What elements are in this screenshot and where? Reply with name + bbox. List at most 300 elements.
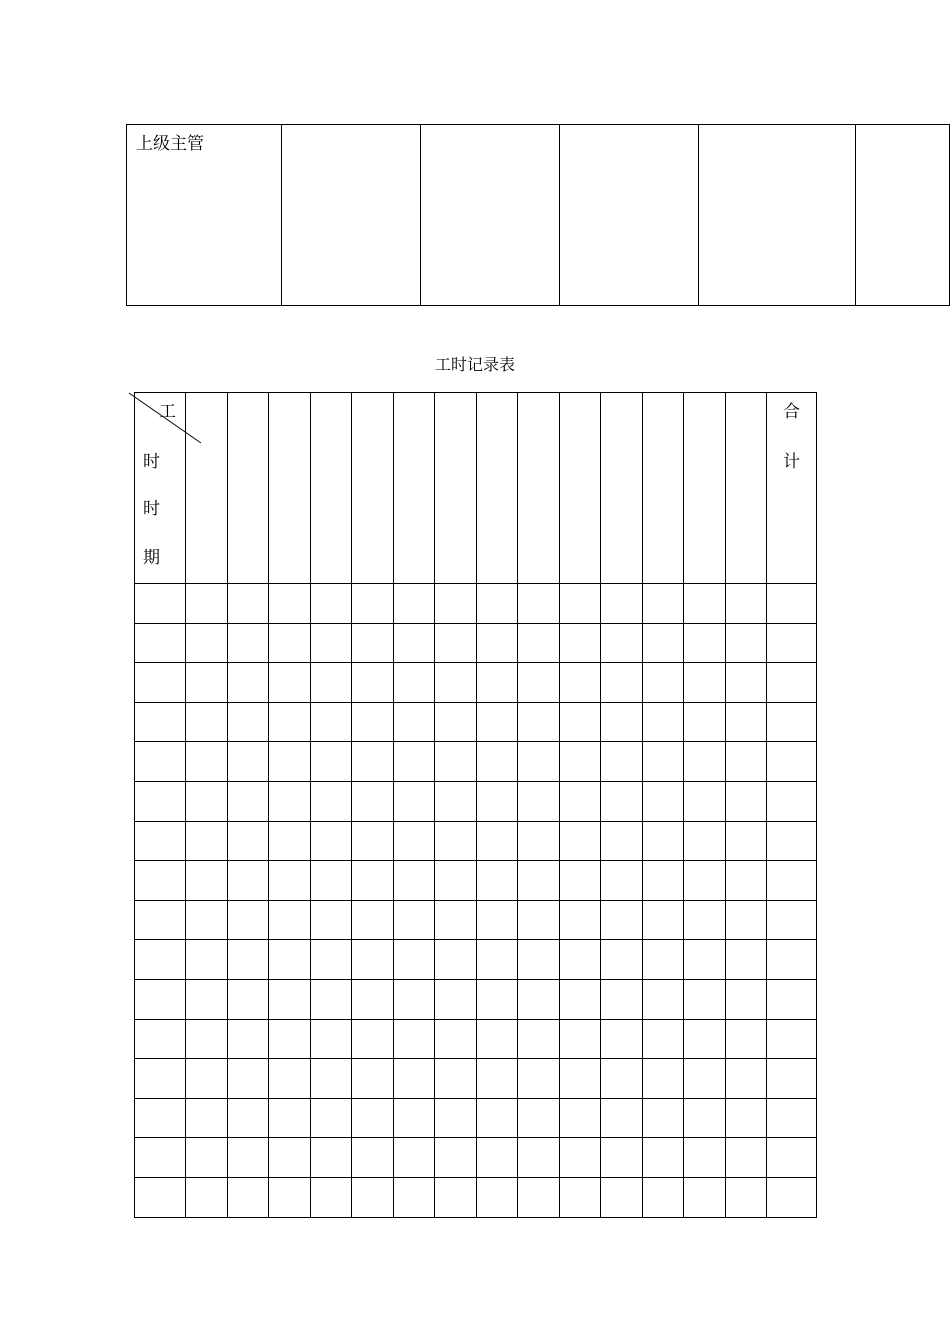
hours-cell[interactable] <box>601 821 643 861</box>
hours-cell[interactable] <box>435 1098 477 1138</box>
hours-cell[interactable] <box>476 1019 518 1059</box>
hours-cell[interactable] <box>186 940 228 980</box>
hours-cell[interactable] <box>518 900 560 940</box>
hours-cell[interactable] <box>725 979 767 1019</box>
row-total-cell[interactable] <box>767 742 817 782</box>
hours-cell[interactable] <box>684 1059 726 1099</box>
hours-cell[interactable] <box>725 1098 767 1138</box>
period-cell[interactable] <box>135 821 186 861</box>
hours-cell[interactable] <box>269 900 311 940</box>
hours-cell[interactable] <box>559 1019 601 1059</box>
hours-cell[interactable] <box>476 781 518 821</box>
hours-cell[interactable] <box>186 1019 228 1059</box>
hours-cell[interactable] <box>227 979 269 1019</box>
period-cell[interactable] <box>135 979 186 1019</box>
hours-cell[interactable] <box>559 702 601 742</box>
row-total-cell[interactable] <box>767 1098 817 1138</box>
hours-cell[interactable] <box>601 1138 643 1178</box>
hours-cell[interactable] <box>352 1098 394 1138</box>
supervisor-label-cell <box>127 125 282 306</box>
hours-cell[interactable] <box>269 821 311 861</box>
hours-cell[interactable] <box>518 702 560 742</box>
hours-cell[interactable] <box>684 584 726 624</box>
hours-cell[interactable] <box>393 821 435 861</box>
hours-cell[interactable] <box>518 584 560 624</box>
hours-cell[interactable] <box>227 900 269 940</box>
hours-cell[interactable] <box>642 1138 684 1178</box>
hours-cell[interactable] <box>559 1098 601 1138</box>
hours-cell[interactable] <box>725 1019 767 1059</box>
hours-cell[interactable] <box>435 1059 477 1099</box>
period-cell[interactable] <box>135 742 186 782</box>
hours-cell[interactable] <box>518 1059 560 1099</box>
column-header-cell[interactable] <box>310 393 352 584</box>
hours-cell[interactable] <box>352 979 394 1019</box>
hours-cell[interactable] <box>476 702 518 742</box>
hours-cell[interactable] <box>725 861 767 901</box>
hours-cell[interactable] <box>227 702 269 742</box>
hours-cell[interactable] <box>435 663 477 703</box>
hours-cell[interactable] <box>642 861 684 901</box>
hours-cell[interactable] <box>725 663 767 703</box>
column-header-cell[interactable] <box>559 393 601 584</box>
hours-cell[interactable] <box>684 900 726 940</box>
hours-cell[interactable] <box>518 742 560 782</box>
hours-cell[interactable] <box>186 1059 228 1099</box>
hours-cell[interactable] <box>310 900 352 940</box>
timesheet-row <box>135 1059 817 1099</box>
timesheet-row <box>135 1138 817 1178</box>
supervisor-empty-cell[interactable] <box>282 125 421 306</box>
hours-cell[interactable] <box>227 742 269 782</box>
hours-cell[interactable] <box>310 1019 352 1059</box>
hours-cell[interactable] <box>601 1177 643 1217</box>
timesheet-row <box>135 702 817 742</box>
hours-cell[interactable] <box>352 1177 394 1217</box>
hours-cell[interactable] <box>186 781 228 821</box>
hours-cell[interactable] <box>269 1138 311 1178</box>
hours-cell[interactable] <box>642 821 684 861</box>
hours-cell[interactable] <box>559 979 601 1019</box>
row-total-cell[interactable] <box>767 821 817 861</box>
hours-cell[interactable] <box>186 623 228 663</box>
hours-cell[interactable] <box>725 821 767 861</box>
hours-cell[interactable] <box>725 940 767 980</box>
hours-cell[interactable] <box>435 1138 477 1178</box>
hours-cell[interactable] <box>393 623 435 663</box>
hours-cell[interactable] <box>642 742 684 782</box>
hours-cell[interactable] <box>476 742 518 782</box>
hours-cell[interactable] <box>518 979 560 1019</box>
hours-cell[interactable] <box>393 1177 435 1217</box>
supervisor-empty-cell[interactable] <box>560 125 699 306</box>
hours-cell[interactable] <box>269 1059 311 1099</box>
hours-cell[interactable] <box>684 623 726 663</box>
hours-cell[interactable] <box>601 781 643 821</box>
hours-cell[interactable] <box>269 979 311 1019</box>
hours-cell[interactable] <box>601 940 643 980</box>
hours-cell[interactable] <box>352 781 394 821</box>
hours-cell[interactable] <box>186 702 228 742</box>
period-cell[interactable] <box>135 1098 186 1138</box>
period-cell[interactable] <box>135 1059 186 1099</box>
period-cell[interactable] <box>135 1019 186 1059</box>
hours-cell[interactable] <box>393 1059 435 1099</box>
hours-cell[interactable] <box>393 742 435 782</box>
hours-cell[interactable] <box>684 702 726 742</box>
hours-cell[interactable] <box>435 979 477 1019</box>
hours-cell[interactable] <box>601 1059 643 1099</box>
hours-cell[interactable] <box>601 663 643 703</box>
hours-cell[interactable] <box>518 663 560 703</box>
hours-cell[interactable] <box>476 1177 518 1217</box>
hours-cell[interactable] <box>352 1059 394 1099</box>
column-header-cell[interactable] <box>476 393 518 584</box>
hours-cell[interactable] <box>518 821 560 861</box>
hours-cell[interactable] <box>725 742 767 782</box>
row-total-cell[interactable] <box>767 781 817 821</box>
hours-cell[interactable] <box>601 702 643 742</box>
hours-cell[interactable] <box>725 1138 767 1178</box>
column-header-cell[interactable] <box>725 393 767 584</box>
hours-cell[interactable] <box>642 584 684 624</box>
hours-cell[interactable] <box>269 1019 311 1059</box>
hours-cell[interactable] <box>269 663 311 703</box>
hours-cell[interactable] <box>310 702 352 742</box>
period-cell[interactable] <box>135 663 186 703</box>
hours-cell[interactable] <box>684 781 726 821</box>
row-total-cell[interactable] <box>767 1019 817 1059</box>
hours-cell[interactable] <box>310 663 352 703</box>
hours-cell[interactable] <box>435 861 477 901</box>
hours-cell[interactable] <box>393 979 435 1019</box>
hours-cell[interactable] <box>227 623 269 663</box>
hours-cell[interactable] <box>227 1019 269 1059</box>
period-cell[interactable] <box>135 1138 186 1178</box>
period-cell[interactable] <box>135 900 186 940</box>
row-total-cell[interactable] <box>767 1138 817 1178</box>
corner-side-label: 时 <box>143 452 160 472</box>
hours-cell[interactable] <box>684 742 726 782</box>
supervisor-table <box>126 124 950 306</box>
hours-cell[interactable] <box>352 584 394 624</box>
hours-cell[interactable] <box>435 1019 477 1059</box>
hours-cell[interactable] <box>435 900 477 940</box>
total-header-cell <box>767 393 817 584</box>
hours-cell[interactable] <box>310 861 352 901</box>
hours-cell[interactable] <box>725 781 767 821</box>
hours-cell[interactable] <box>186 1098 228 1138</box>
hours-cell[interactable] <box>559 861 601 901</box>
hours-cell[interactable] <box>601 979 643 1019</box>
hours-cell[interactable] <box>559 781 601 821</box>
hours-cell[interactable] <box>186 1177 228 1217</box>
timesheet-title: 工时记录表 <box>434 355 515 374</box>
supervisor-empty-cell[interactable] <box>699 125 856 306</box>
hours-cell[interactable] <box>352 742 394 782</box>
hours-cell[interactable] <box>269 584 311 624</box>
hours-cell[interactable] <box>642 940 684 980</box>
column-header-cell[interactable] <box>269 393 311 584</box>
period-cell[interactable] <box>135 702 186 742</box>
timesheet-row <box>135 979 817 1019</box>
hours-cell[interactable] <box>642 1019 684 1059</box>
hours-cell[interactable] <box>642 1098 684 1138</box>
hours-cell[interactable] <box>186 584 228 624</box>
hours-cell[interactable] <box>476 623 518 663</box>
hours-cell[interactable] <box>269 742 311 782</box>
row-total-cell[interactable] <box>767 940 817 980</box>
column-header-cell[interactable] <box>684 393 726 584</box>
row-total-cell[interactable] <box>767 900 817 940</box>
hours-cell[interactable] <box>186 742 228 782</box>
hours-cell[interactable] <box>642 900 684 940</box>
corner-header-cell <box>135 393 186 584</box>
hours-cell[interactable] <box>559 742 601 782</box>
hours-cell[interactable] <box>352 663 394 703</box>
hours-cell[interactable] <box>227 821 269 861</box>
hours-cell[interactable] <box>518 940 560 980</box>
hours-cell[interactable] <box>476 584 518 624</box>
hours-cell[interactable] <box>435 623 477 663</box>
period-cell[interactable] <box>135 623 186 663</box>
hours-cell[interactable] <box>435 781 477 821</box>
hours-cell[interactable] <box>725 1177 767 1217</box>
hours-cell[interactable] <box>227 861 269 901</box>
hours-cell[interactable] <box>310 584 352 624</box>
hours-cell[interactable] <box>642 1177 684 1217</box>
hours-cell[interactable] <box>310 742 352 782</box>
hours-cell[interactable] <box>559 1059 601 1099</box>
hours-cell[interactable] <box>559 1138 601 1178</box>
hours-cell[interactable] <box>601 1019 643 1059</box>
hours-cell[interactable] <box>310 940 352 980</box>
hours-cell[interactable] <box>684 979 726 1019</box>
corner-top-label: 工 <box>159 402 176 422</box>
hours-cell[interactable] <box>559 940 601 980</box>
supervisor-row <box>127 125 950 306</box>
hours-cell[interactable] <box>642 623 684 663</box>
hours-cell[interactable] <box>476 900 518 940</box>
hours-cell[interactable] <box>518 781 560 821</box>
hours-cell[interactable] <box>435 821 477 861</box>
hours-cell[interactable] <box>601 584 643 624</box>
timesheet-row <box>135 900 817 940</box>
hours-cell[interactable] <box>269 702 311 742</box>
timesheet-row <box>135 861 817 901</box>
hours-cell[interactable] <box>186 861 228 901</box>
hours-cell[interactable] <box>310 979 352 1019</box>
period-cell[interactable] <box>135 861 186 901</box>
hours-cell[interactable] <box>642 663 684 703</box>
hours-cell[interactable] <box>227 940 269 980</box>
hours-cell[interactable] <box>227 663 269 703</box>
total-label-char: 合 <box>783 402 800 422</box>
hours-cell[interactable] <box>393 702 435 742</box>
hours-cell[interactable] <box>642 979 684 1019</box>
hours-cell[interactable] <box>476 663 518 703</box>
hours-cell[interactable] <box>310 1177 352 1217</box>
hours-cell[interactable] <box>186 979 228 1019</box>
timesheet-row <box>135 663 817 703</box>
timesheet-row <box>135 584 817 624</box>
hours-cell[interactable] <box>684 1138 726 1178</box>
hours-cell[interactable] <box>269 781 311 821</box>
hours-cell[interactable] <box>227 781 269 821</box>
hours-cell[interactable] <box>186 900 228 940</box>
column-header-cell[interactable] <box>393 393 435 584</box>
hours-cell[interactable] <box>476 1098 518 1138</box>
hours-cell[interactable] <box>518 1177 560 1217</box>
hours-cell[interactable] <box>684 1019 726 1059</box>
hours-cell[interactable] <box>476 1138 518 1178</box>
hours-cell[interactable] <box>186 1138 228 1178</box>
hours-cell[interactable] <box>601 1098 643 1138</box>
column-header-cell[interactable] <box>352 393 394 584</box>
row-total-cell[interactable] <box>767 1177 817 1217</box>
hours-cell[interactable] <box>310 1098 352 1138</box>
hours-cell[interactable] <box>601 742 643 782</box>
hours-cell[interactable] <box>559 821 601 861</box>
period-cell[interactable] <box>135 584 186 624</box>
supervisor-empty-cell[interactable] <box>856 125 950 306</box>
hours-cell[interactable] <box>559 623 601 663</box>
column-header-cell[interactable] <box>518 393 560 584</box>
hours-cell[interactable] <box>352 623 394 663</box>
hours-cell[interactable] <box>269 1177 311 1217</box>
hours-cell[interactable] <box>684 940 726 980</box>
hours-cell[interactable] <box>725 1059 767 1099</box>
timesheet-header-row <box>135 393 817 584</box>
hours-cell[interactable] <box>352 1019 394 1059</box>
hours-cell[interactable] <box>227 584 269 624</box>
hours-cell[interactable] <box>684 821 726 861</box>
hours-cell[interactable] <box>352 702 394 742</box>
hours-cell[interactable] <box>518 1138 560 1178</box>
hours-cell[interactable] <box>435 584 477 624</box>
hours-cell[interactable] <box>476 861 518 901</box>
hours-cell[interactable] <box>725 584 767 624</box>
hours-cell[interactable] <box>269 940 311 980</box>
hours-cell[interactable] <box>393 861 435 901</box>
column-header-cell[interactable] <box>227 393 269 584</box>
total-label-char: 计 <box>783 452 800 472</box>
timesheet-row <box>135 1019 817 1059</box>
hours-cell[interactable] <box>518 1019 560 1059</box>
column-header-cell[interactable] <box>601 393 643 584</box>
hours-cell[interactable] <box>435 702 477 742</box>
hours-cell[interactable] <box>642 1059 684 1099</box>
hours-cell[interactable] <box>476 1059 518 1099</box>
supervisor-empty-cell[interactable] <box>421 125 560 306</box>
timesheet-row <box>135 742 817 782</box>
row-total-cell[interactable] <box>767 663 817 703</box>
hours-cell[interactable] <box>352 821 394 861</box>
hours-cell[interactable] <box>684 1177 726 1217</box>
hours-cell[interactable] <box>393 900 435 940</box>
hours-cell[interactable] <box>559 663 601 703</box>
hours-cell[interactable] <box>684 861 726 901</box>
hours-cell[interactable] <box>310 821 352 861</box>
hours-cell[interactable] <box>476 821 518 861</box>
hours-cell[interactable] <box>684 1098 726 1138</box>
hours-cell[interactable] <box>476 979 518 1019</box>
row-total-cell[interactable] <box>767 623 817 663</box>
hours-cell[interactable] <box>393 781 435 821</box>
hours-cell[interactable] <box>393 663 435 703</box>
hours-cell[interactable] <box>642 781 684 821</box>
hours-cell[interactable] <box>269 1098 311 1138</box>
period-cell[interactable] <box>135 781 186 821</box>
row-total-cell[interactable] <box>767 702 817 742</box>
hours-cell[interactable] <box>559 900 601 940</box>
row-total-cell[interactable] <box>767 584 817 624</box>
timesheet-row <box>135 781 817 821</box>
timesheet-row <box>135 1098 817 1138</box>
timesheet-row <box>135 940 817 980</box>
hours-cell[interactable] <box>227 1059 269 1099</box>
hours-cell[interactable] <box>352 900 394 940</box>
period-cell[interactable] <box>135 940 186 980</box>
hours-cell[interactable] <box>393 1098 435 1138</box>
hours-cell[interactable] <box>601 861 643 901</box>
hours-cell[interactable] <box>227 1098 269 1138</box>
hours-cell[interactable] <box>393 1138 435 1178</box>
hours-cell[interactable] <box>642 702 684 742</box>
hours-cell[interactable] <box>393 1019 435 1059</box>
hours-cell[interactable] <box>476 940 518 980</box>
hours-cell[interactable] <box>186 821 228 861</box>
hours-cell[interactable] <box>725 623 767 663</box>
hours-cell[interactable] <box>310 1059 352 1099</box>
hours-cell[interactable] <box>393 584 435 624</box>
hours-cell[interactable] <box>725 900 767 940</box>
hours-cell[interactable] <box>227 1177 269 1217</box>
row-total-cell[interactable] <box>767 1059 817 1099</box>
hours-cell[interactable] <box>518 623 560 663</box>
hours-cell[interactable] <box>352 940 394 980</box>
hours-cell[interactable] <box>601 623 643 663</box>
hours-cell[interactable] <box>559 1177 601 1217</box>
hours-cell[interactable] <box>310 623 352 663</box>
hours-cell[interactable] <box>310 1138 352 1178</box>
period-cell[interactable] <box>135 1177 186 1217</box>
hours-cell[interactable] <box>352 861 394 901</box>
hours-cell[interactable] <box>393 940 435 980</box>
timesheet-table <box>134 392 817 1218</box>
hours-cell[interactable] <box>435 940 477 980</box>
row-total-cell[interactable] <box>767 861 817 901</box>
column-header-cell[interactable] <box>435 393 477 584</box>
hours-cell[interactable] <box>518 1098 560 1138</box>
hours-cell[interactable] <box>518 861 560 901</box>
hours-cell[interactable] <box>310 781 352 821</box>
hours-cell[interactable] <box>269 623 311 663</box>
hours-cell[interactable] <box>352 1138 394 1178</box>
hours-cell[interactable] <box>269 861 311 901</box>
hours-cell[interactable] <box>186 663 228 703</box>
hours-cell[interactable] <box>435 1177 477 1217</box>
hours-cell[interactable] <box>435 742 477 782</box>
row-total-cell[interactable] <box>767 979 817 1019</box>
hours-cell[interactable] <box>559 584 601 624</box>
hours-cell[interactable] <box>684 663 726 703</box>
hours-cell[interactable] <box>601 900 643 940</box>
hours-cell[interactable] <box>725 702 767 742</box>
column-header-cell[interactable] <box>642 393 684 584</box>
hours-cell[interactable] <box>227 1138 269 1178</box>
timesheet-row <box>135 1177 817 1217</box>
